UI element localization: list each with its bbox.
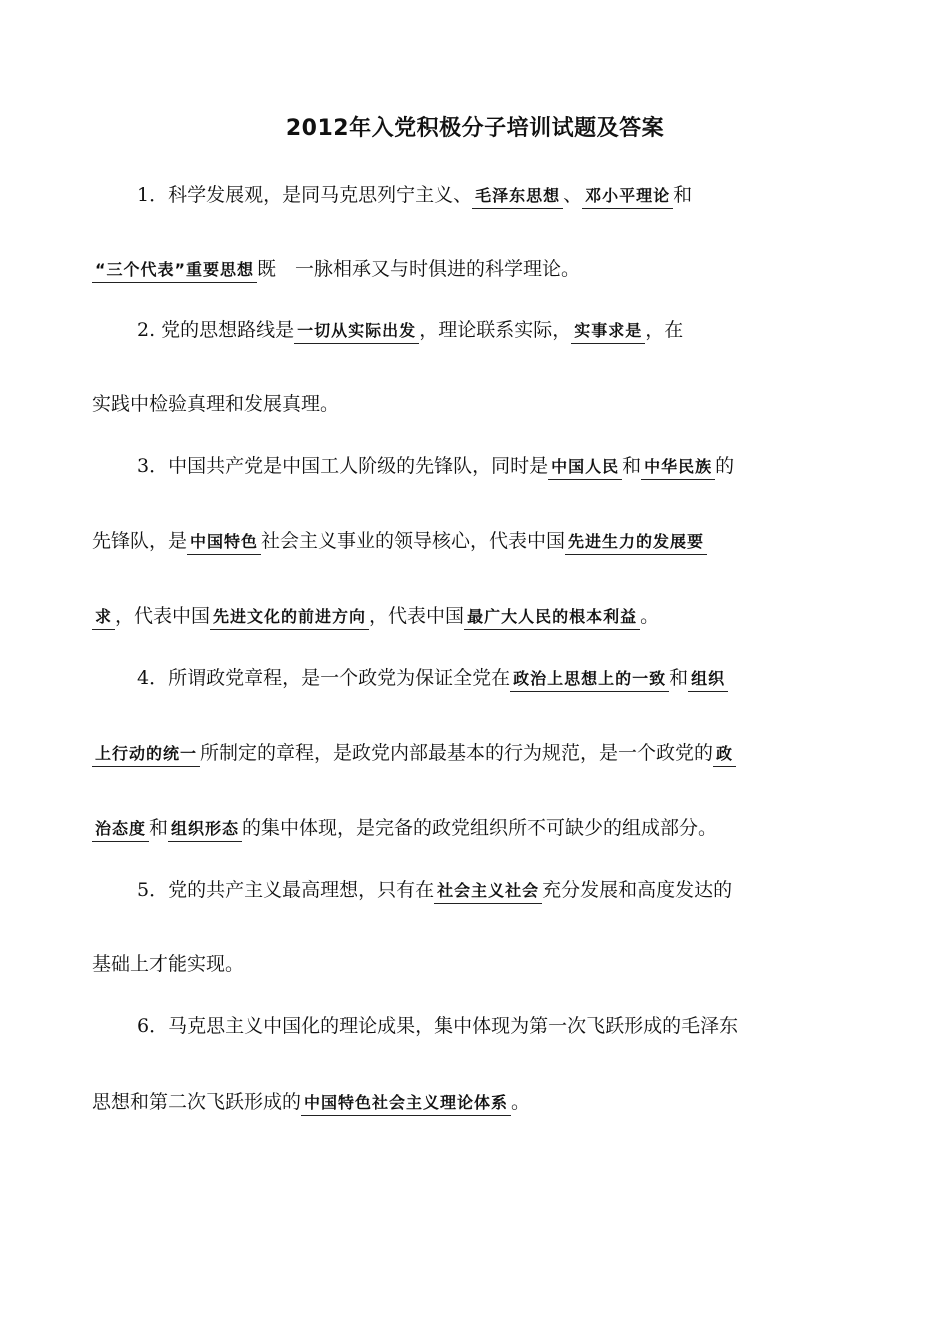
q4-text: 4．所谓政党章程，是一个政党为保证全党在 [137, 667, 511, 689]
q4-answer-2: 组织 [688, 669, 728, 692]
q2-line-1 [137, 317, 683, 344]
q3-text: 社会主义事业的领导核心，代表中国 [261, 530, 566, 552]
q3-text: 和 [622, 455, 642, 477]
q4-text: 和 [149, 817, 169, 839]
q3-text: 先锋队，是 [92, 530, 188, 552]
q4-line-1 [137, 665, 728, 692]
q3-text: ，代表中国 [369, 605, 465, 627]
q5-text: 基础上才能实现。 [92, 953, 245, 975]
q2-text: 2. 党的思想路线是 [137, 319, 295, 341]
page-title: 2012年入党积极分子培训试题及答案 [285, 116, 665, 141]
q4-answer-4: 组织形态 [168, 819, 242, 842]
q2-answer-2: 实事求是 [571, 321, 645, 344]
q1-text: 1．科学发展观，是同马克思列宁主义、 [137, 184, 473, 206]
q3-text: ，代表中国 [115, 605, 211, 627]
q2-answer-1: 一切从实际出发 [294, 321, 419, 344]
q1-text: 既 一脉相承又与时俱进的科学理论。 [257, 258, 581, 280]
q1-answer-1: 毛泽东思想 [472, 186, 563, 209]
q3-answer-2: 中华民族 [641, 457, 715, 480]
q1-text: 和 [673, 184, 693, 206]
q2-text: ，理论联系实际， [419, 319, 572, 341]
q3-text: 3．中国共产党是中国工人阶级的先锋队，同时是 [137, 455, 549, 477]
q3-line-1 [137, 453, 734, 480]
q4-line-3 [92, 815, 717, 842]
q3-answer-4: 求 [92, 607, 115, 630]
q4-answer-1: 政治上思想上的一致 [510, 669, 669, 692]
q4-text: 的集中体现，是完备的政党组织所不可缺少的组成部分。 [242, 817, 718, 839]
q2-line-2 [92, 391, 339, 417]
q3-answer-5: 先进文化的前进方向 [210, 607, 369, 630]
q3-line-2 [92, 528, 707, 555]
q3-answer-6: 最广大人民的根本利益 [464, 607, 640, 630]
q5-text: 充分发展和高度发达的 [542, 879, 733, 901]
q5-line-1 [137, 877, 732, 904]
q6-answer-1: 中国特色社会主义理论体系 [301, 1093, 511, 1116]
q4-text: 和 [669, 667, 689, 689]
q5-line-2 [92, 951, 244, 977]
q3-line-3 [92, 603, 659, 630]
q3-text: 的 [715, 455, 735, 477]
q3-text: 。 [640, 605, 660, 627]
q5-answer-1: 社会主义社会 [434, 881, 542, 904]
q6-text: 。 [511, 1091, 531, 1113]
q4-text: 所制定的章程，是政党内部最基本的行为规范，是一个政党的 [200, 742, 714, 764]
q5-text: 5．党的共产主义最高理想，只有在 [137, 879, 435, 901]
q4-answer-2: 上行动的统一 [92, 744, 200, 767]
q1-line-1 [137, 182, 692, 209]
q6-text: 6．马克思主义中国化的理论成果，集中体现为第一次飞跃形成的毛泽东 [137, 1015, 739, 1037]
q4-answer-3: 政 [713, 744, 736, 767]
q1-answer-2: 邓小平理论 [582, 186, 673, 209]
q2-text: ，在 [645, 319, 684, 341]
q4-answer-3: 治态度 [92, 819, 149, 842]
q3-answer-4: 先进生力的发展要 [565, 532, 707, 555]
q6-line-2 [92, 1089, 530, 1116]
q1-line-2 [92, 256, 580, 283]
q6-text: 思想和第二次飞跃形成的 [92, 1091, 302, 1113]
q4-line-2 [92, 740, 736, 767]
q1-answer-3: “三个代表”重要思想 [92, 260, 257, 283]
q2-text: 实践中检验真理和发展真理。 [92, 393, 340, 415]
q3-answer-1: 中国人民 [548, 457, 622, 480]
q3-answer-3: 中国特色 [187, 532, 261, 555]
q6-line-1 [137, 1013, 738, 1039]
q1-text: 、 [563, 184, 583, 206]
